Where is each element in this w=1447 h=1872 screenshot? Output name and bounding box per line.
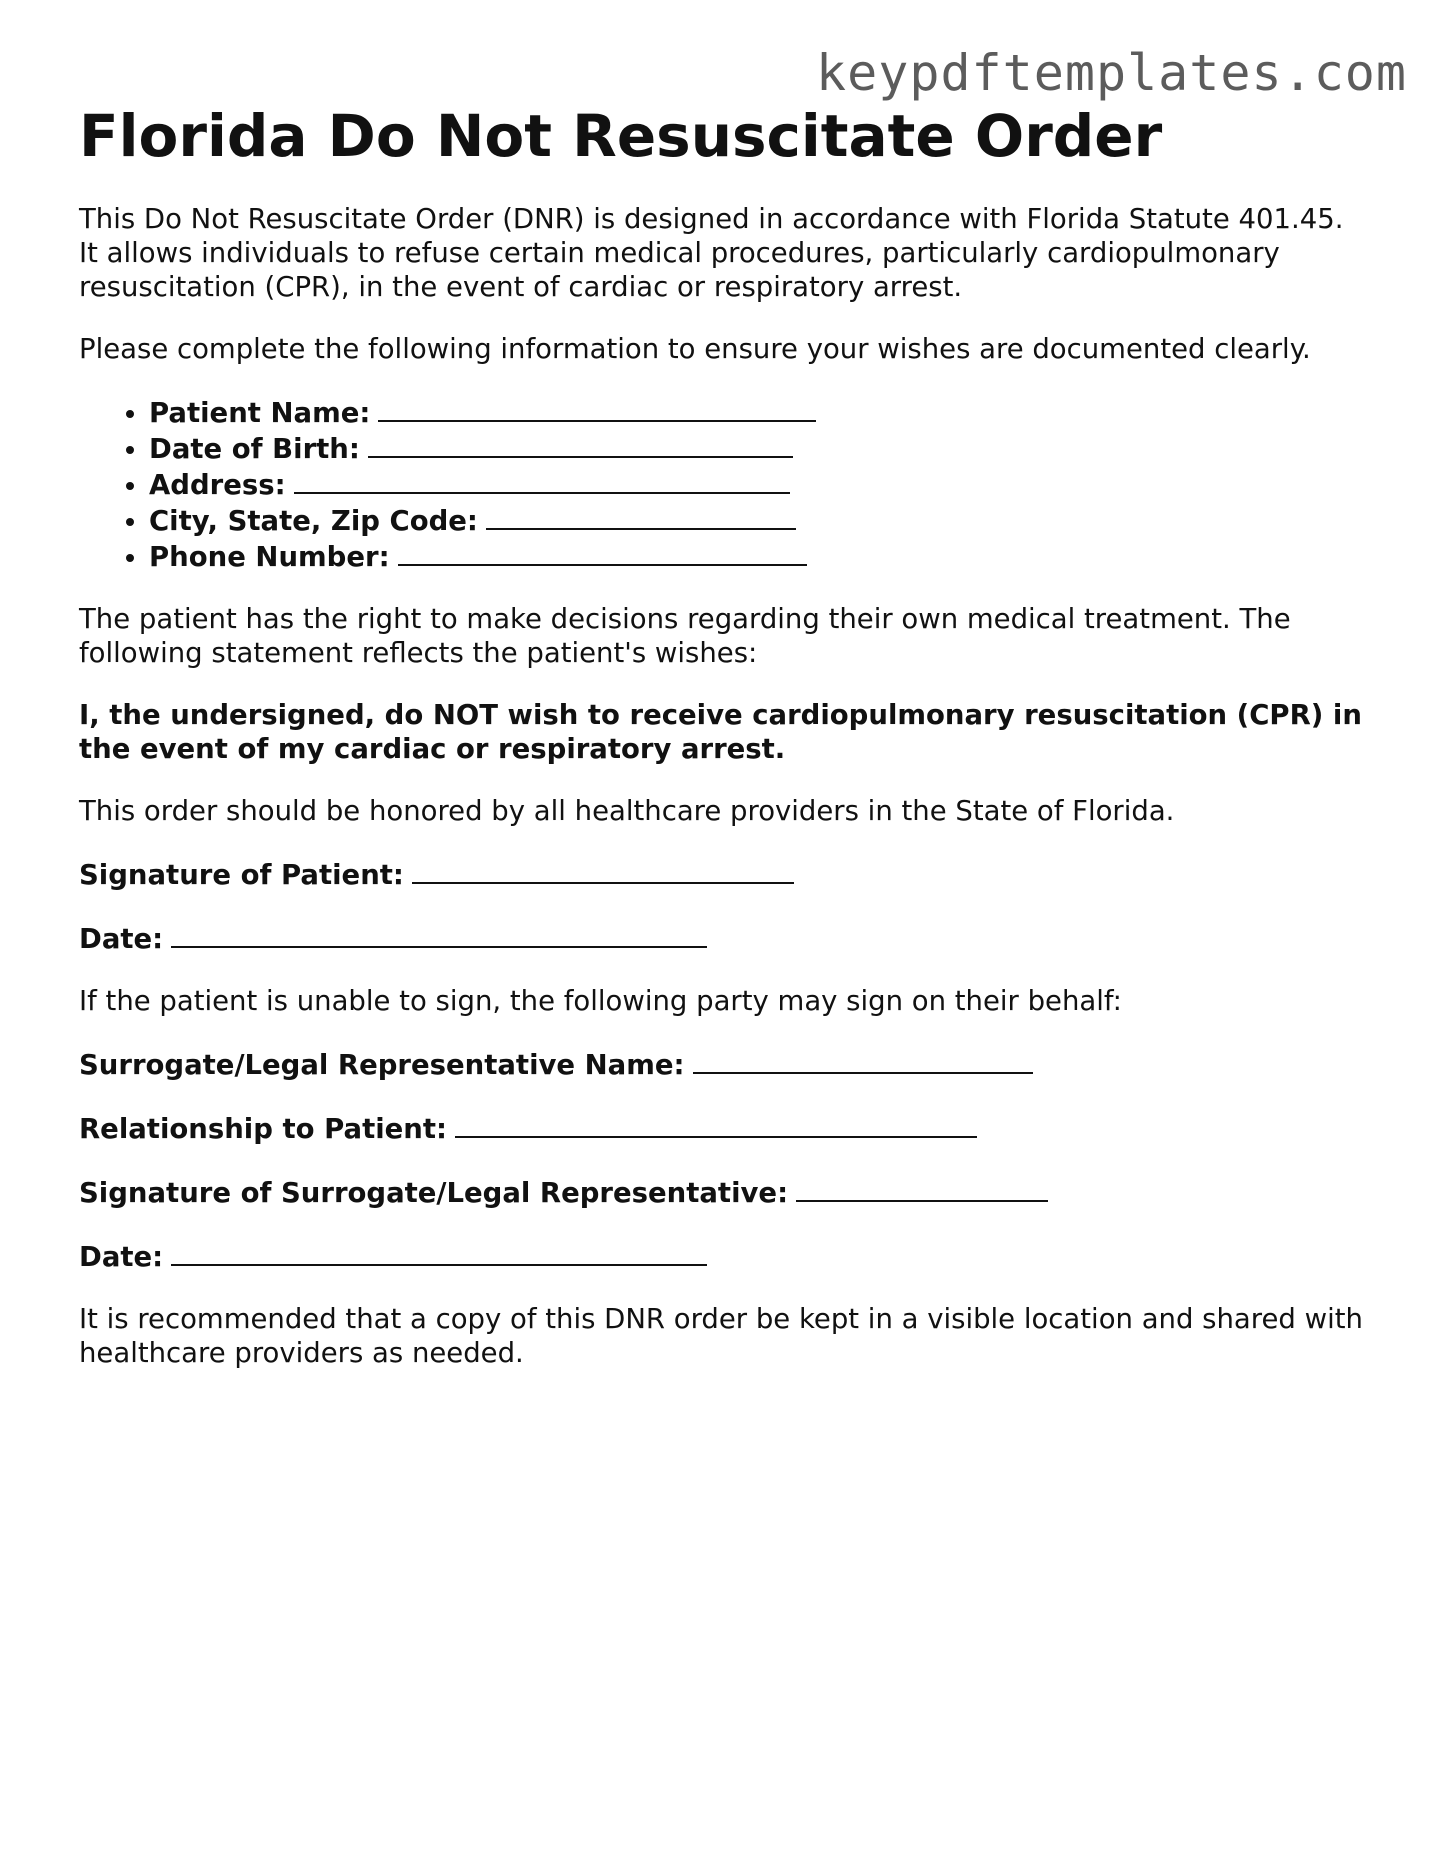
- patient-signature-line[interactable]: [412, 856, 794, 884]
- address-item: [149, 466, 1369, 502]
- patient-name-label: Patient Name:: [149, 397, 371, 429]
- surrogate-signature-label: Signature of Surrogate/Legal Representative:: [79, 1177, 789, 1209]
- relationship-field: [79, 1110, 1369, 1146]
- closing-paragraph: It is recommended that a copy of this DNR order be kept in a visible location and shared with healthcare providers as needed.: [79, 1303, 1363, 1369]
- watermark: keypdftemplates.com: [816, 44, 1407, 102]
- patient-name-item: [149, 394, 1369, 430]
- date-of-birth-item: [149, 430, 1369, 466]
- relationship-line[interactable]: [455, 1110, 977, 1138]
- surrogate-signature-field: [79, 1174, 1369, 1210]
- surrogate-date-label: Date:: [79, 1241, 164, 1273]
- phone-number-label: Phone Number:: [149, 541, 390, 573]
- dnr-statement: I, the undersigned, do NOT wish to receive cardiopulmonary resuscitation (CPR) in the event of my cardiac or respiratory arrest.: [79, 699, 1362, 765]
- patient-signature-label: Signature of Patient:: [79, 859, 404, 891]
- phone-number-line[interactable]: [398, 538, 807, 566]
- address-label: Address:: [149, 469, 286, 501]
- date-of-birth-label: Date of Birth:: [149, 433, 360, 465]
- surrogate-signature-line[interactable]: [796, 1174, 1048, 1202]
- city-state-zip-item: [149, 502, 1369, 538]
- instruction-paragraph: Please complete the following information to ensure your wishes are documented clearly.: [79, 333, 1311, 365]
- patient-name-line[interactable]: [378, 394, 816, 422]
- surrogate-date-field: [79, 1238, 1369, 1274]
- document-title: Florida Do Not Resuscitate Order: [79, 102, 1163, 170]
- patient-info-list: [79, 394, 1369, 574]
- rights-paragraph: The patient has the right to make decisions regarding their own medical treatment. The following statement reflects the patient's wishes:: [79, 603, 1291, 669]
- phone-number-item: [149, 538, 1369, 574]
- date-of-birth-line[interactable]: [368, 430, 793, 458]
- surrogate-date-line[interactable]: [171, 1238, 707, 1266]
- surrogate-name-line[interactable]: [693, 1046, 1033, 1074]
- relationship-label: Relationship to Patient:: [79, 1113, 448, 1145]
- patient-date-label: Date:: [79, 923, 164, 955]
- city-state-zip-label: City, State, Zip Code:: [149, 505, 478, 537]
- patient-date-line[interactable]: [171, 920, 707, 948]
- honor-paragraph: This order should be honored by all healthcare providers in the State of Florida.: [79, 795, 1175, 827]
- city-state-zip-line[interactable]: [486, 502, 796, 530]
- surrogate-name-field: [79, 1046, 1369, 1082]
- address-line[interactable]: [294, 466, 790, 494]
- patient-date-field: [79, 920, 1369, 956]
- surrogate-intro-paragraph: If the patient is unable to sign, the following party may sign on their behalf:: [79, 985, 1122, 1017]
- document-page: [79, 100, 1369, 1398]
- surrogate-name-label: Surrogate/Legal Representative Name:: [79, 1049, 685, 1081]
- intro-paragraph: This Do Not Resuscitate Order (DNR) is designed in accordance with Florida Statute 401.45. It allows individuals to refuse certain medical procedures, particularly cardiopulmonary resuscitation (CPR), in the event of cardiac or respiratory arrest.: [79, 203, 1344, 303]
- patient-signature-field: [79, 856, 1369, 892]
